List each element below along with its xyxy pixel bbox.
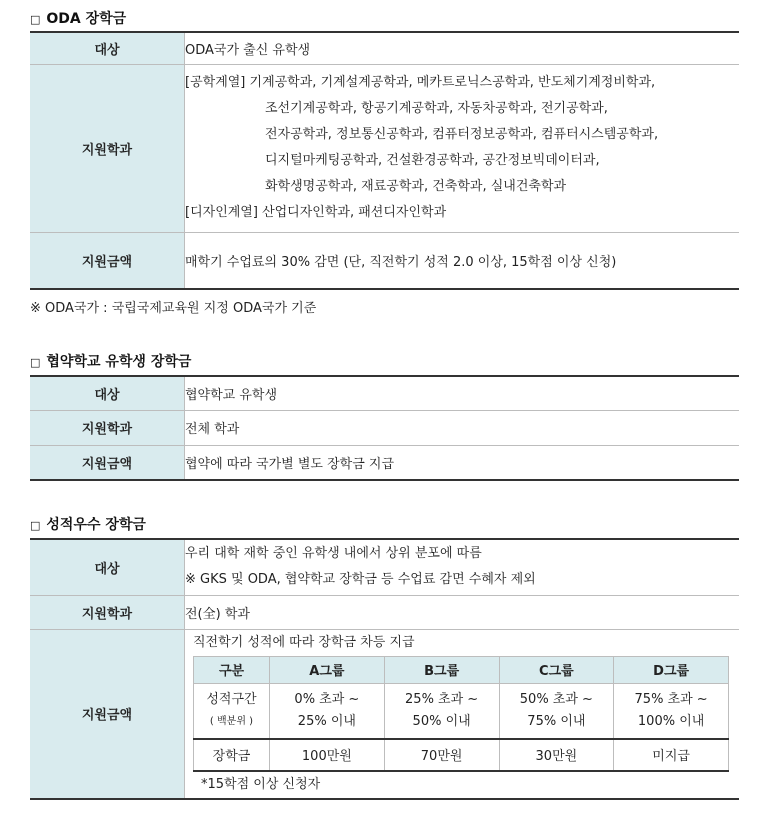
section-title-text: 협약학교 유학생 장학금: [46, 354, 192, 370]
range-from: 25% 초과 ~: [405, 691, 479, 707]
section-title-partner: [30, 351, 191, 371]
range-from: 0% 초과 ~: [294, 691, 360, 707]
target-line: 우리 대학 재학 중인 유학생 내에서 상위 분포에 따름: [185, 546, 482, 562]
dept-line: 화학생명공학과, 재료공학과, 건축학과, 실내건축학과: [265, 179, 567, 194]
dept-line: [공학계열] 기계공학과, 기계설계공학과, 메카트로닉스공학과, 반도체기계정비학과,: [185, 75, 656, 90]
row-label: 대상: [30, 539, 185, 595]
range-to: 75% 이내: [527, 713, 586, 729]
amount-label: 장학금: [194, 739, 270, 771]
row-value: 협약학교 유학생: [185, 376, 740, 410]
row-label: 지원금액: [30, 445, 185, 480]
range-cell: [499, 683, 614, 739]
amount-value: 미지급: [614, 739, 729, 771]
row-label: 지원학과: [30, 595, 185, 629]
row-label: 지원학과: [30, 64, 185, 232]
range-cell: [614, 683, 729, 739]
range-to: 25% 이내: [297, 713, 356, 729]
dept-line: 전자공학과, 정보통신공학과, 컴퓨터정보공학과, 컴퓨터시스템공학과,: [265, 127, 659, 142]
row-value: 전(全) 학과: [185, 595, 740, 629]
row-label: 대상: [30, 376, 185, 410]
range-sub: ( 백분위 ): [209, 715, 254, 727]
grade-header: B그룹: [384, 656, 499, 683]
range-label: 성적구간: [206, 691, 257, 707]
amount-value: 70만원: [384, 739, 499, 771]
row-value: 전체 학과: [185, 410, 740, 445]
dept-line: 조선기계공학과, 항공기계공학과, 자동차공학과, 전기공학과,: [265, 101, 608, 116]
range-from: 50% 초과 ~: [519, 691, 593, 707]
section-bullet: □: [30, 13, 41, 26]
section-title-text: 성적우수 장학금: [46, 517, 146, 533]
dept-line: 디지털마케팅공학과, 건설환경공학과, 공간정보빅데이터과,: [265, 153, 600, 168]
row-value: 매학기 수업료의 30% 감면 (단, 직전학기 성적 2.0 이상, 15학점 이상 신청): [185, 232, 740, 289]
oda-note: ※ ODA국가 : 국립국제교육원 지정 ODA국가 기준: [30, 301, 317, 316]
range-label-cell: [194, 683, 270, 739]
target-exclusion: ※ GKS 및 ODA, 협약학교 장학금 등 수업료 감면 수혜자 제외: [185, 572, 536, 588]
grade-table: [193, 656, 729, 772]
section-title-oda: [30, 8, 126, 28]
grade-header: A그룹: [270, 656, 385, 683]
grade-header: C그룹: [499, 656, 614, 683]
dept-line: [디자인계열] 산업디자인학과, 패션디자인학과: [185, 205, 447, 220]
row-value: ODA국가 출신 유학생: [185, 32, 740, 64]
merit-table: [30, 538, 739, 800]
row-value: [185, 539, 740, 595]
grade-header: 구분: [194, 656, 270, 683]
range-cell: [270, 683, 385, 739]
grade-header: D그룹: [614, 656, 729, 683]
dept-list: [185, 64, 740, 232]
range-from: 75% 초과 ~: [634, 691, 708, 707]
amount-value: 100만원: [270, 739, 385, 771]
row-label: 지원금액: [30, 232, 185, 289]
row-label: 대상: [30, 32, 185, 64]
amount-value: 30만원: [499, 739, 614, 771]
section-bullet: □: [30, 356, 41, 369]
row-value: 협약에 따라 국가별 별도 장학금 지급: [185, 445, 740, 480]
range-to: 100% 이내: [637, 713, 705, 729]
range-to: 50% 이내: [412, 713, 471, 729]
footnote: *15학점 이상 신청자: [201, 776, 321, 792]
section-title-text: ODA 장학금: [46, 11, 127, 27]
section-title-merit: [30, 514, 146, 534]
amount-cell: [185, 629, 740, 799]
row-label: 지원학과: [30, 410, 185, 445]
row-label: 지원금액: [30, 629, 185, 799]
range-cell: [384, 683, 499, 739]
section-bullet: □: [30, 519, 41, 532]
amount-intro: 직전학기 성적에 따라 장학금 차등 지급: [193, 634, 415, 650]
oda-table: [30, 31, 739, 290]
partner-table: [30, 375, 739, 481]
